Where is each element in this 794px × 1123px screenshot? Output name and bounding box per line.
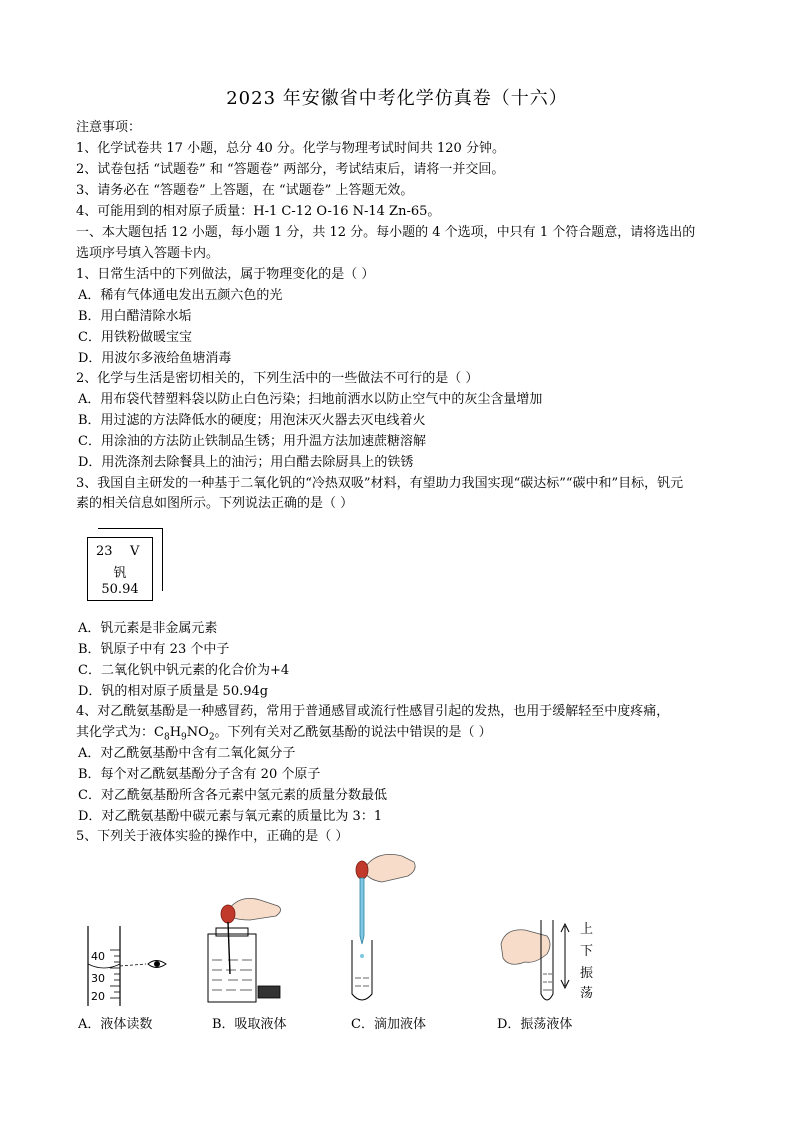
tick-label: 30 <box>91 972 105 985</box>
q2-option-a: A．用布袋代替塑料袋以防止白色污染；扫地前洒水以防止空气中的灰尘含量增加 <box>78 392 543 407</box>
question-5-stem: 5、下列关于液体实验的操作中，正确的是（ ） <box>76 829 349 844</box>
question-4-stem: 4、对乙酰氨基酚是一种感冒药，常用于普通感冒或流行性感冒引起的发热，也用于缓解轻至中度疼痛， <box>76 704 670 719</box>
note-item: 4、可能用到的相对原子质量：H-1 C-12 O-16 N-14 Zn-65。 <box>76 204 441 219</box>
question-4-stem: 其化学式为：$C_8H_9NO_2$。下列有关对乙酰氨基酚的说法中错误的是（ ） <box>76 725 492 743</box>
exam-title: 2023 年安徽省中考化学仿真卷（十六） <box>226 88 568 109</box>
q1-option-d: D．用波尔多液给鱼塘消毒 <box>78 351 232 366</box>
figure-d-shaking-liquid <box>495 914 585 1010</box>
figure-a-cylinder-reading <box>80 920 180 1010</box>
q3-option-b: B．钒原子中有 23 个中子 <box>78 642 230 657</box>
q1-option-c: C．用铁粉做暖宝宝 <box>78 330 192 345</box>
figure-b-drawing-liquid <box>200 890 290 1006</box>
note-item: 2、试卷包括 “试题卷” 和 “答题卷” 两部分，考试结束后，请将一并交回。 <box>76 162 505 177</box>
tick-label: 40 <box>91 950 105 963</box>
question-3-stem: 素的相关信息如图所示。下列说法正确的是（ ） <box>76 496 354 511</box>
caption-b: B．吸取液体 <box>212 1017 287 1032</box>
tick-label: 20 <box>91 990 105 1003</box>
q4-option-c: C．对乙酰氨基酚所含各元素中氢元素的质量分数最低 <box>78 788 387 803</box>
atomic-number: 23 <box>96 544 113 559</box>
q2-option-d: D．用洗涤剂去除餐具上的油污；用白醋去除厨具上的铁锈 <box>78 455 414 470</box>
shake-label: 振 <box>580 966 594 981</box>
caption-a: A．液体读数 <box>78 1017 153 1032</box>
q2-option-b: B．用过滤的方法降低水的硬度；用泡沫灭火器去灭电线着火 <box>78 413 426 428</box>
question-1-stem: 1、日常生活中的下列做法，属于物理变化的是（ ） <box>76 267 375 282</box>
shake-label: 上 <box>580 922 594 937</box>
q3-option-c: C．二氧化钒中钒元素的化合价为+4 <box>78 663 290 678</box>
caption-c: C．滴加液体 <box>351 1017 426 1032</box>
figure-c-adding-drops <box>330 848 420 1008</box>
question-3-stem: 3、我国自主研发的一种基于二氧化钒的“冷热双吸”材料，有望助力我国实现“碳达标”“碳中和”目标，钒元 <box>76 476 684 491</box>
caption-d: D．振荡液体 <box>497 1017 573 1032</box>
atomic-mass: 50.94 <box>101 582 139 597</box>
note-item: 3、请务必在 “答题卷” 上答题，在 “试题卷” 上答题无效。 <box>76 183 414 198</box>
q4-option-b: B．每个对乙酰氨基酚分子含有 20 个原子 <box>78 767 321 782</box>
q1-option-b: B．用白醋清除水垢 <box>78 309 192 324</box>
shake-label: 下 <box>580 944 594 959</box>
section-instruction: 选项序号填入答题卡内。 <box>76 246 220 261</box>
q3-option-d: D．钒的相对原子质量是 50.94g <box>78 684 269 699</box>
notes-heading: 注意事项： <box>76 120 142 135</box>
q3-option-a: A．钒元素是非金属元素 <box>78 621 218 636</box>
q2-option-c: C．用涂油的方法防止铁制品生锈；用升温方法加速蔗糖溶解 <box>78 434 426 449</box>
section-instruction: 一、本大题包括 12 小题，每小题 1 分，共 12 分。每小题的 4 个选项，中只有 1 个符合题意，请将选出的 <box>76 225 696 240</box>
q4-option-d: D．对乙酰氨基酚中碳元素与氧元素的质量比为 3：1 <box>78 809 383 824</box>
element-name: 钒 <box>113 566 127 581</box>
element-symbol: V <box>130 544 140 559</box>
q1-option-a: A．稀有气体通电发出五颜六色的光 <box>78 288 283 303</box>
vanadium-element-card <box>87 537 153 601</box>
q4-option-a: A．对乙酰氨基酚中含有二氧化氮分子 <box>78 746 296 761</box>
note-item: 1、化学试卷共 17 小题，总分 40 分。化学与物理考试时间共 120 分钟。 <box>76 141 505 156</box>
question-2-stem: 2、化学与生活是密切相关的，下列生活中的一些做法不可行的是（ ） <box>76 371 479 386</box>
shake-label: 荡 <box>580 986 594 1001</box>
